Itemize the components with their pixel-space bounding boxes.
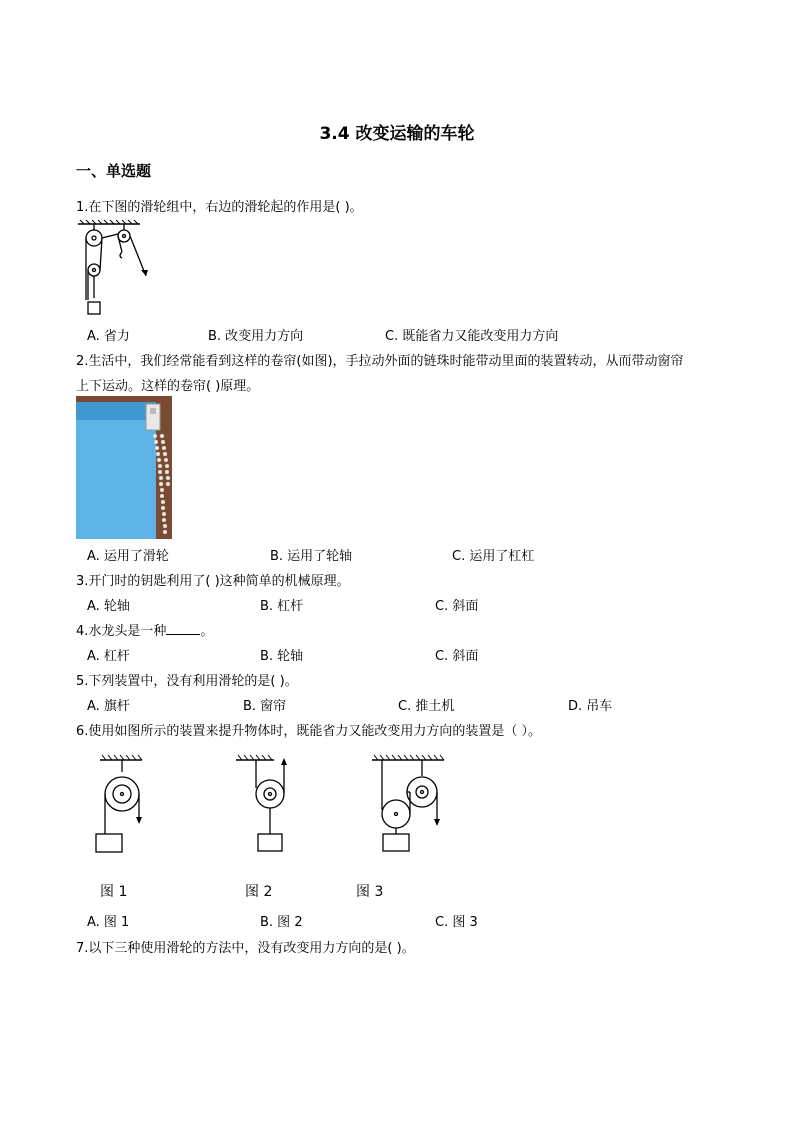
- q3-option-b[interactable]: B. 杠杆: [260, 599, 304, 614]
- question-7-text: 7.以下三种使用滑轮的方法中，没有改变用力方向的是( )。: [76, 941, 415, 956]
- page-title: 3.4 改变运输的车轮: [319, 124, 475, 144]
- q4-option-a[interactable]: A. 杠杆: [87, 649, 130, 664]
- q2-option-c[interactable]: C. 运用了杠杠: [452, 549, 535, 564]
- q6-option-a[interactable]: A. 图 1: [87, 915, 130, 930]
- question-4-text-after: 。: [200, 624, 214, 639]
- q3-option-a[interactable]: A. 轮轴: [87, 599, 130, 614]
- q1-option-c[interactable]: C. 既能省力又能改变用力方向: [385, 329, 559, 344]
- q5-option-b[interactable]: B. 窗帘: [243, 699, 287, 714]
- figure-3-label: 图 3: [356, 884, 384, 900]
- q2-option-a[interactable]: A. 运用了滑轮: [87, 549, 169, 564]
- figure-2-label: 图 2: [245, 884, 273, 900]
- question-5-text: 5.下列装置中，没有利用滑轮的是( )。: [76, 674, 298, 689]
- question-3-text: 3.开门时的钥匙利用了( )这种简单的机械原理。: [76, 574, 350, 589]
- q1-option-b[interactable]: B. 改变用力方向: [208, 329, 304, 344]
- q6-option-b[interactable]: B. 图 2: [260, 915, 303, 930]
- question-2-text-line-1: 2.生活中，我们经常能看到这样的卷帘(如图)，手拉动外面的链珠时能带动里面的装置转动，从而带动窗帘: [76, 354, 684, 369]
- pulley-figure-1: [96, 754, 156, 854]
- pulley-figure-3: [370, 754, 450, 854]
- pulley-group-figure: [78, 220, 158, 320]
- q2-option-b[interactable]: B. 运用了轮轴: [270, 549, 353, 564]
- q5-option-d[interactable]: D. 吊车: [568, 699, 613, 714]
- q5-option-a[interactable]: A. 旗杆: [87, 699, 130, 714]
- q6-option-c[interactable]: C. 图 3: [435, 915, 478, 930]
- question-2-text-line-2: 上下运动。这样的卷帘( )原理。: [76, 379, 260, 394]
- answer-blank[interactable]: [166, 622, 200, 635]
- question-4-text-before: 4.水龙头是一种: [76, 624, 167, 639]
- question-1-text: 1.在下图的滑轮组中，右边的滑轮起的作用是( )。: [76, 200, 363, 215]
- q3-option-c[interactable]: C. 斜面: [435, 599, 479, 614]
- q5-option-c[interactable]: C. 推土机: [398, 699, 455, 714]
- figure-1-label: 图 1: [100, 884, 128, 900]
- q4-option-b[interactable]: B. 轮轴: [260, 649, 304, 664]
- section-heading: 一、单选题: [76, 162, 152, 180]
- roller-blind-photo: [76, 396, 172, 539]
- question-6-text: 6.使用如图所示的装置来提升物体时，既能省力又能改变用力方向的装置是（ ）。: [76, 724, 542, 739]
- q1-option-a[interactable]: A. 省力: [87, 329, 130, 344]
- pulley-figure-2: [234, 754, 294, 854]
- q4-option-c[interactable]: C. 斜面: [435, 649, 479, 664]
- question-4-text: [76, 620, 213, 639]
